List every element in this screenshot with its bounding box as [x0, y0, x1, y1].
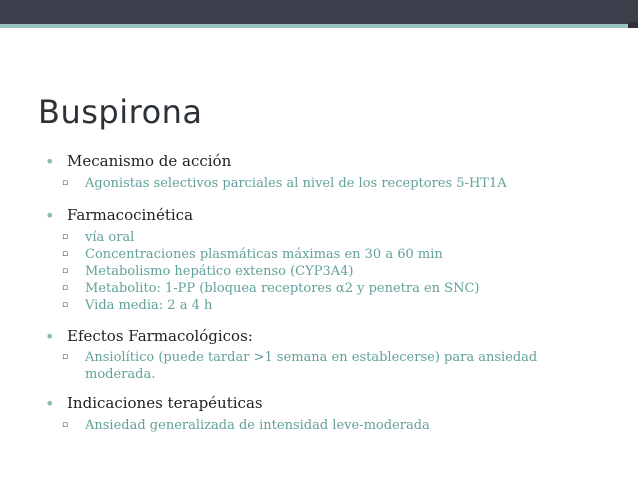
bullet-square-icon: ▫: [62, 232, 69, 242]
bullet-level1: [45, 152, 605, 171]
section-indications: [45, 394, 605, 434]
accent-line-edge: [628, 22, 638, 28]
list-item: vía oral: [85, 230, 135, 245]
bullet-square-icon: ▫: [62, 178, 69, 188]
section-mechanism: [45, 152, 605, 192]
bullet-square-icon: ▫: [62, 266, 69, 276]
bullet-level2: [45, 246, 605, 263]
section-effects: [45, 327, 605, 383]
section-heading: Efectos Farmacológicos:: [67, 327, 253, 345]
bullet-dot-icon: •: [45, 152, 55, 171]
bullet-dot-icon: •: [45, 327, 55, 346]
slide-content: [45, 152, 605, 434]
list-item: Metabolismo hepático extenso (CYP3A4): [85, 264, 354, 279]
bullet-level2: [45, 297, 605, 314]
bullet-level2: [45, 280, 605, 297]
list-item: Metabolito: 1-PP (bloquea receptores α2 y penetra en SNC): [85, 281, 480, 296]
section-heading: Farmacocinética: [67, 206, 194, 224]
list-item: Ansiolítico (puede tardar >1 semana en establecerse) para ansiedad moderada.: [85, 350, 538, 382]
bullet-square-icon: ▫: [62, 249, 69, 259]
bullet-square-icon: ▫: [62, 283, 69, 293]
list-item: Ansiedad generalizada de intensidad leve-moderada: [85, 418, 430, 433]
bullet-level2: [45, 417, 605, 434]
bullet-dot-icon: •: [45, 394, 55, 413]
section-heading: Indicaciones terapéuticas: [67, 394, 263, 412]
bullet-level2: [45, 175, 605, 192]
list-item: Vida media: 2 a 4 h: [85, 298, 213, 313]
bullet-square-icon: ▫: [62, 300, 69, 310]
bullet-level1: [45, 327, 605, 346]
bullet-level1: [45, 206, 605, 225]
top-bar: [0, 0, 638, 24]
list-item: Agonistas selectivos parciales al nivel de los receptores 5-HT1A: [85, 176, 507, 191]
section-pharmacokinetics: [45, 206, 605, 314]
slide-title: Buspirona: [38, 93, 203, 131]
bullet-level2: [45, 263, 605, 280]
bullet-dot-icon: •: [45, 206, 55, 225]
bullet-level2: [45, 349, 605, 383]
section-heading: Mecanismo de acción: [67, 152, 232, 170]
bullet-level2: [45, 229, 605, 246]
accent-line: [0, 24, 628, 28]
list-item: Concentraciones plasmáticas máximas en 30 a 60 min: [85, 247, 443, 262]
bullet-square-icon: ▫: [62, 420, 69, 430]
bullet-square-icon: ▫: [62, 352, 69, 362]
bullet-level1: [45, 394, 605, 413]
